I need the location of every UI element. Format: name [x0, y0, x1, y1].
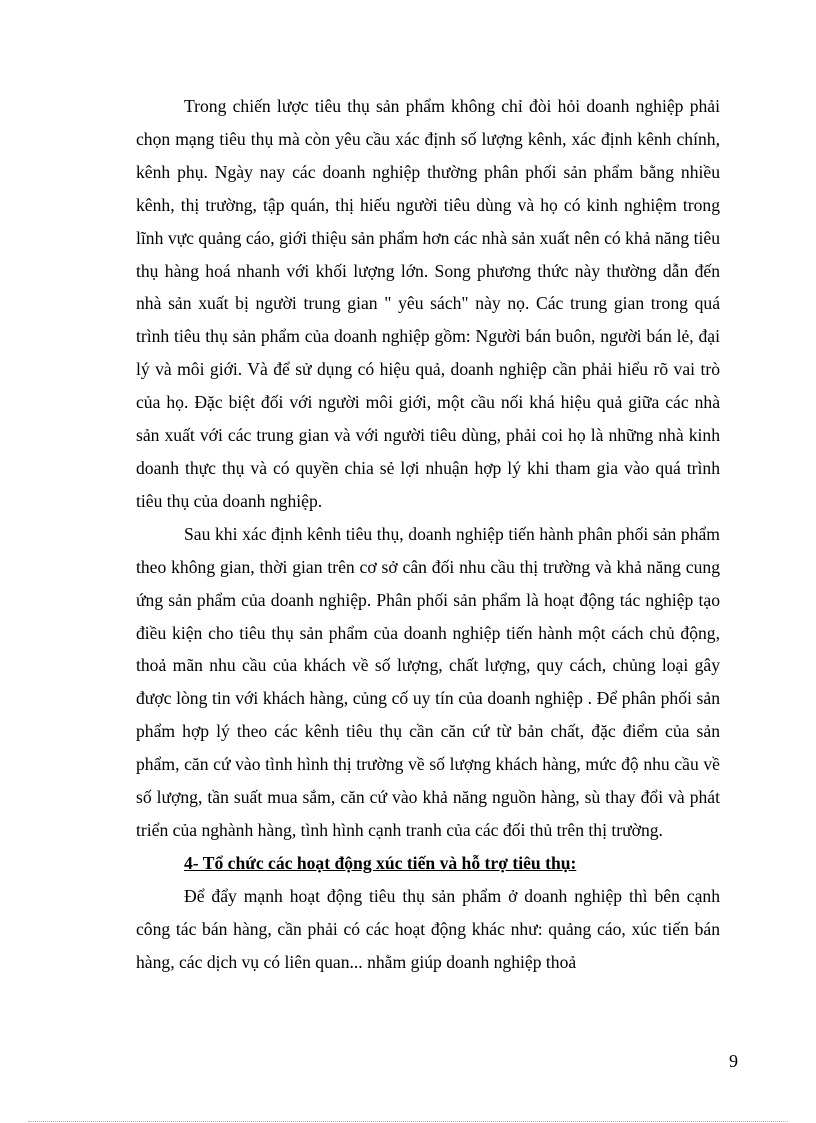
paragraph-product-distribution: Sau khi xác định kênh tiêu thụ, doanh nghiệp tiến hành phân phối sản phẩm theo không gian, thời gian trên cơ sở cân đối nhu cầu thị trường và khả năng cung ứng sản phẩm của doanh nghiệp. Phân phối sản phẩm là hoạt động tác nghiệp tạo điều kiện cho tiêu thụ sản phẩm của doanh nghiệp tiến hành một cách chủ động, thoả mãn nhu cầu của khách về số lượng, chất lượng, quy cách, chủng loại gây được lòng tin với khách hàng, củng cố uy tín của doanh nghiệp . Để phân phối sản phẩm hợp lý theo các kênh tiêu thụ cần căn cứ từ bản chất, đặc điểm của sản phẩm, căn cứ vào tình hình thị trường về số lượng khách hàng, mức độ nhu cầu về số lượng, tần suất mua sắm, căn cứ vào khả năng nguồn hàng, sù thay đổi và phát triển của nghành hàng, tình hình cạnh tranh của các đối thủ trên thị trường.	[136, 523, 720, 840]
paragraph-sales-channels: Trong chiến lược tiêu thụ sản phẩm không chỉ đòi hỏi doanh nghiệp phải chọn mạng tiêu thụ mà còn yêu cầu xác định số lượng kênh, xác định kênh chính, kênh phụ. Ngày nay các doanh nghiệp thường phân phối sản phẩm bằng nhiều kênh, thị trường, tập quán, thị hiếu người tiêu dùng và họ có kinh nghiệm trong lĩnh vực quảng cáo, giới thiệu sản phẩm hơn các nhà sản xuất nên có khả năng tiêu thụ hàng hoá nhanh với khối lượng lớn. Song phương thức này thường dẫn đến nhà sản xuất bị người trung gian " yêu sách" này nọ. Các trung gian trong quá trình tiêu thụ sản phẩm của doanh nghiệp gồm: Người bán buôn, người bán lẻ, đại lý và môi giới. Và để sử dụng có hiệu quả, doanh nghiệp cần phải hiểu rõ vai trò của họ. Đặc biệt đối với người môi giới, một cầu nối khá hiệu quả giữa các nhà sản xuất với các trung gian và với người tiêu dùng, phải coi họ là những nhà kinh doanh thực thụ và có quyền chia sẻ lợi nhuận hợp lý khi tham gia vào quá trình tiêu thụ của doanh nghiệp.	[136, 96, 720, 511]
paragraph-promotion: Để đẩy mạnh hoạt động tiêu thụ sản phẩm ở doanh nghiệp thì bên cạnh công tác bán hàng, cần phải có các hoạt động khác như: quảng cáo, xúc tiến bán hàng, các dịch vụ có liên quan... nhằm giúp doanh nghiệp thoả	[136, 885, 720, 972]
page-bottom-dotted-rule	[28, 1121, 788, 1122]
page-number: 9	[729, 1051, 738, 1071]
section-heading: 4- Tổ chức các hoạt động xúc tiến và hỗ trợ tiêu thụ:	[184, 852, 577, 873]
body-text	[136, 90, 720, 978]
